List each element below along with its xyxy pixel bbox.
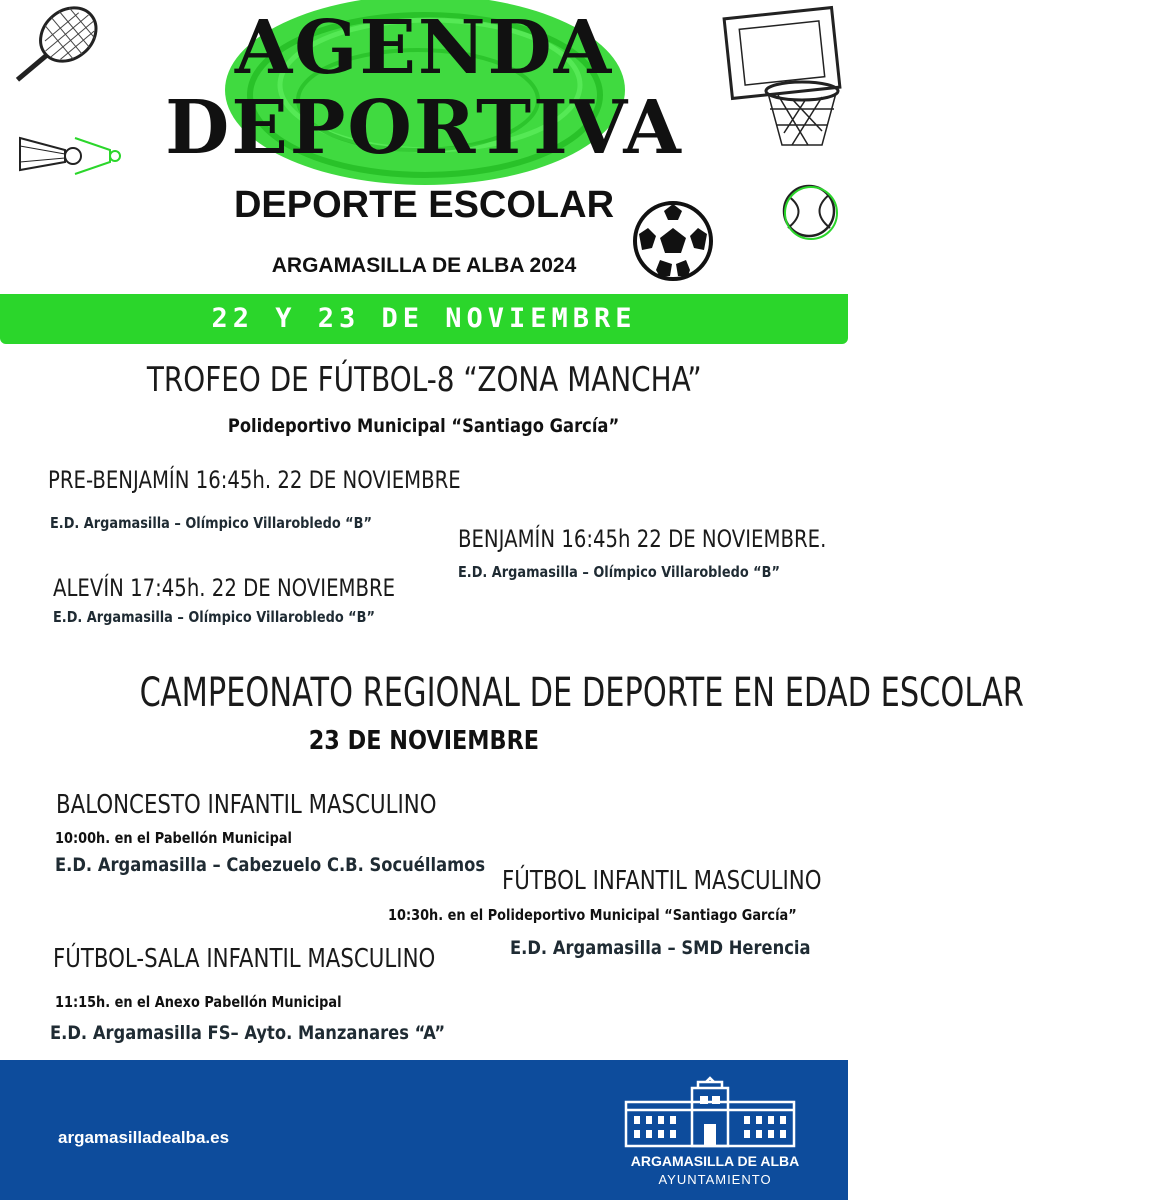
trophy-title-wrap <box>0 360 848 400</box>
championship-title-wrap <box>0 670 1024 716</box>
event-teams: E.D. Argamasilla FS– Ayto. Manzanares “A” <box>50 1022 446 1044</box>
match-teams: E.D. Argamasilla – Olímpico Villarobledo “B” <box>53 608 375 626</box>
trophy-venue: Polideportivo Municipal “Santiago García” <box>228 415 620 437</box>
championship-title: CAMPEONATO REGIONAL DE DEPORTE EN EDAD ESCOLAR <box>139 670 1024 716</box>
event-time-place: 11:15h. en el Anexo Pabellón Municipal <box>55 993 342 1011</box>
dates-banner: 22 Y 23 DE NOVIEMBRE <box>211 303 637 334</box>
org-type: AYUNTAMIENTO <box>658 1172 772 1187</box>
event-time-place: 10:00h. en el Pabellón Municipal <box>55 829 292 847</box>
match-teams: E.D. Argamasilla – Olímpico Villarobledo “B” <box>458 563 780 581</box>
org-name: ARGAMASILLA DE ALBA <box>630 1153 800 1169</box>
championship-date: 23 DE NOVIEMBRE <box>308 726 540 756</box>
event-sport: FÚTBOL INFANTIL MASCULINO <box>502 866 822 896</box>
event-sport: BALONCESTO INFANTIL MASCULINO <box>56 790 437 820</box>
subtitle: DEPORTE ESCOLAR <box>233 184 615 226</box>
main-title-line2: DEPORTIVA <box>165 85 683 171</box>
match-category: ALEVÍN 17:45h. 22 DE NOVIEMBRE <box>53 574 396 602</box>
location-year: ARGAMASILLA DE ALBA 2024 <box>271 254 577 277</box>
website-link[interactable]: argamasilladealba.es <box>58 1128 230 1147</box>
match-teams: E.D. Argamasilla – Olímpico Villarobledo “B” <box>50 514 372 532</box>
championship-date-wrap <box>0 726 848 756</box>
event-time-place: 10:30h. en el Polideportivo Municipal “Santiago García” <box>388 906 797 924</box>
town-hall-logo-icon <box>622 1078 798 1150</box>
event-teams: E.D. Argamasilla – Cabezuelo C.B. Socuéllamos <box>55 854 486 876</box>
event-teams: E.D. Argamasilla – SMD Herencia <box>510 937 811 959</box>
match-category: BENJAMÍN 16:45h 22 DE NOVIEMBRE. <box>458 525 827 553</box>
match-category: PRE-BENJAMÍN 16:45h. 22 DE NOVIEMBRE <box>48 466 461 494</box>
trophy-title: TROFEO DE FÚTBOL-8 “ZONA MANCHA” <box>146 360 702 400</box>
event-sport: FÚTBOL-SALA INFANTIL MASCULINO <box>53 944 436 974</box>
trophy-venue-wrap <box>0 415 848 437</box>
main-title-line1: AGENDA <box>234 5 614 91</box>
